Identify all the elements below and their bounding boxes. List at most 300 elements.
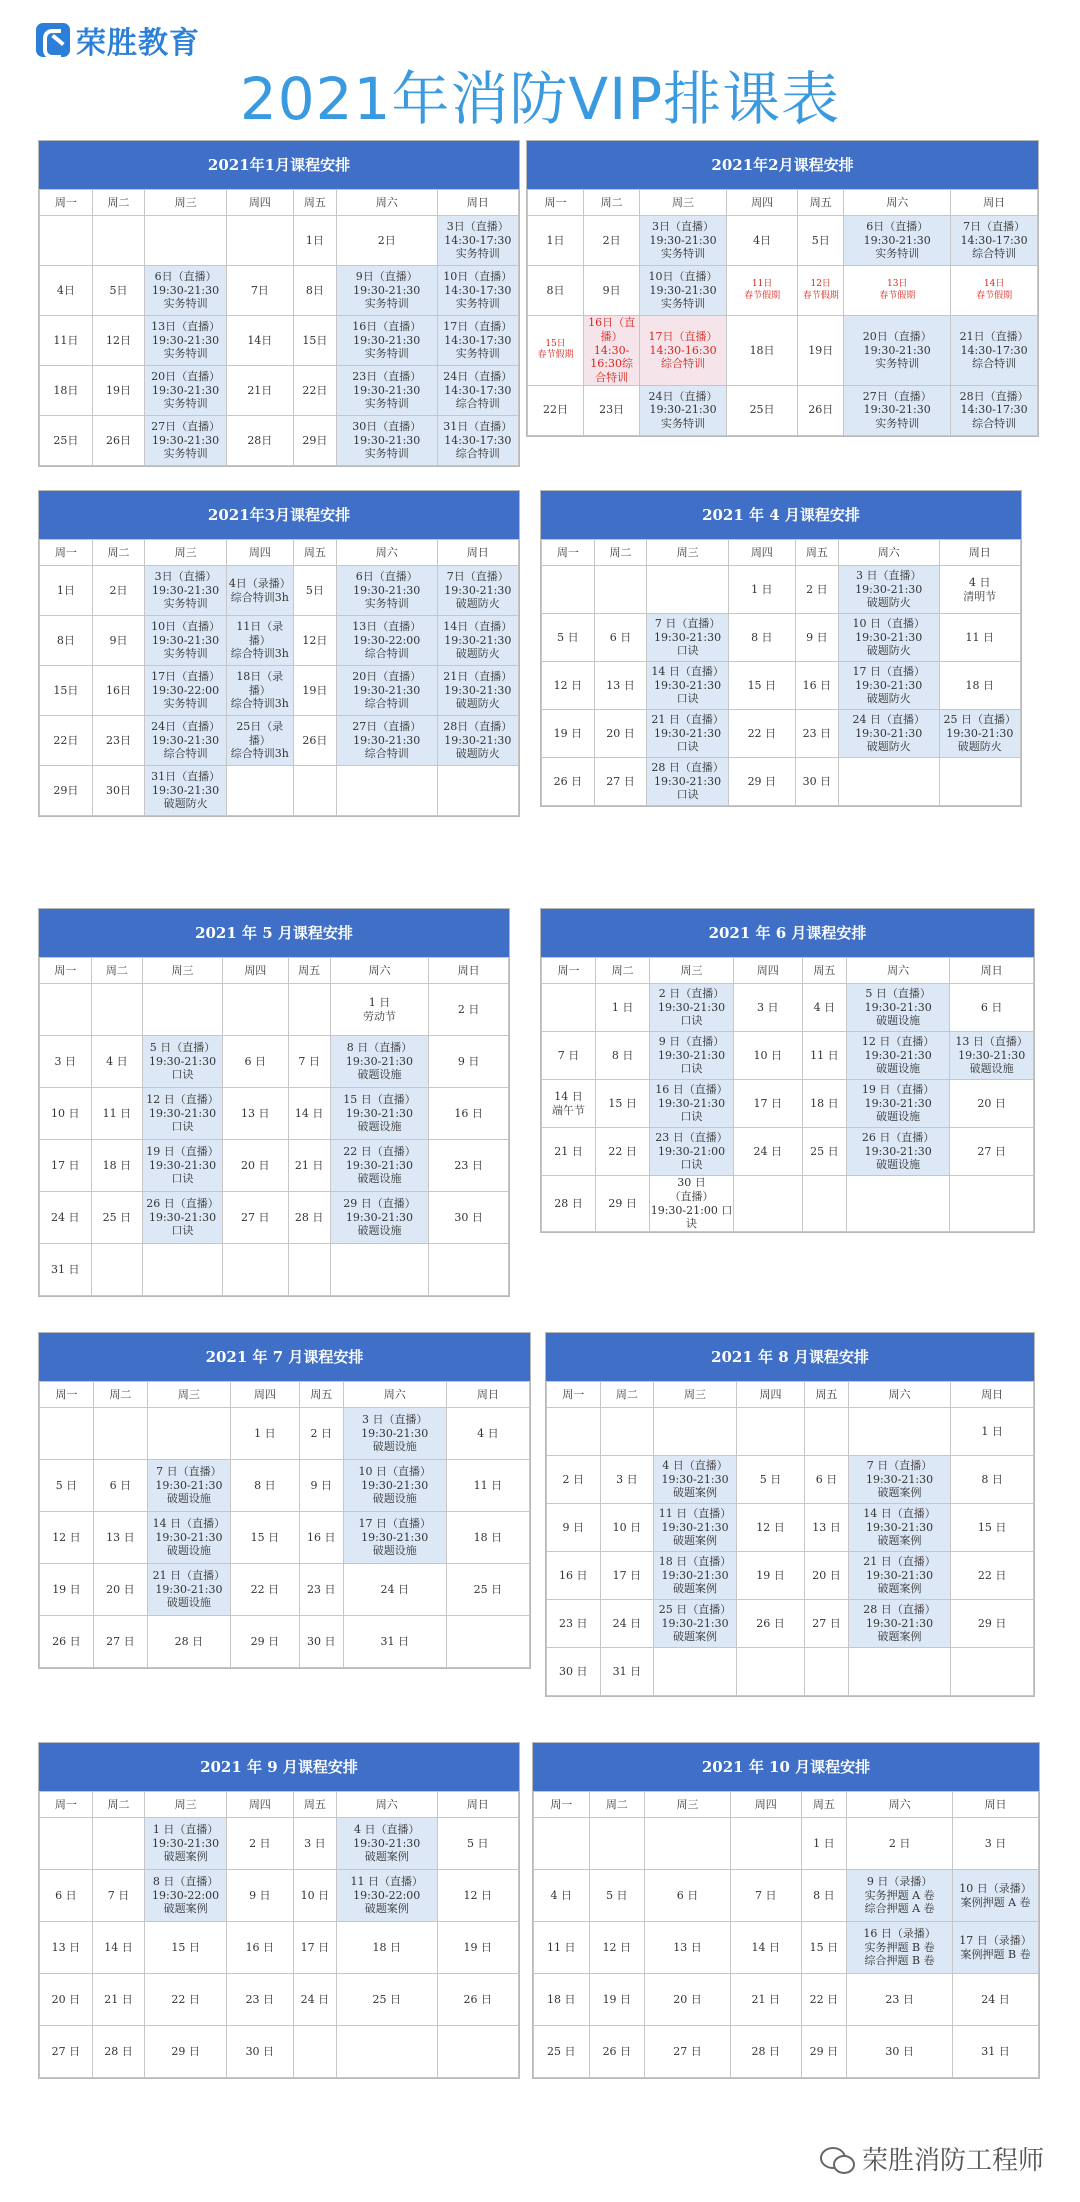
week-row xyxy=(542,1176,1034,1232)
day-cell xyxy=(542,662,595,710)
day-cell xyxy=(645,2026,731,2078)
day-cell xyxy=(429,984,509,1036)
day-cell-text: 27 日 xyxy=(51,2044,81,2058)
day-cell-text: 6日（直播） 19:30-21:30 实务特训 xyxy=(353,569,421,611)
class-session-cell xyxy=(838,662,939,710)
day-cell xyxy=(429,1244,509,1296)
class-session-cell xyxy=(437,366,518,416)
day-cell-text: 26 日 xyxy=(463,1992,493,2006)
day-cell xyxy=(951,1504,1034,1552)
class-session-cell xyxy=(951,216,1038,266)
day-cell xyxy=(547,1504,601,1552)
day-cell-text: 31 日 xyxy=(380,1634,409,1648)
day-cell-text: 24日（直播） 19:30-21:30 实务特训 xyxy=(648,389,718,431)
day-cell-text: 26日 xyxy=(106,433,132,447)
day-cell-text: 1 日（直播） 19:30-21:30 破题案例 xyxy=(152,1822,220,1864)
week-row xyxy=(542,662,1021,710)
day-cell-text: 22日 xyxy=(302,383,328,397)
day-cell xyxy=(92,566,145,616)
day-cell-text: 7 日 xyxy=(298,1054,320,1068)
day-cell-text: 22 日 xyxy=(171,1992,200,2006)
day-cell xyxy=(437,1922,518,1974)
week-row xyxy=(40,566,519,616)
class-session-cell xyxy=(145,566,226,616)
day-cell xyxy=(40,1036,92,1088)
week-row xyxy=(40,1818,519,1870)
class-session-cell xyxy=(846,1128,949,1176)
day-cell xyxy=(222,1244,288,1296)
day-cell xyxy=(589,1974,645,2026)
day-cell xyxy=(939,758,1020,806)
day-cell xyxy=(534,1974,590,2026)
day-cell xyxy=(736,1600,804,1648)
month-title: 2021 年 5 月课程安排 xyxy=(39,909,509,957)
day-cell-text: 24 日 xyxy=(612,1616,642,1630)
week-row xyxy=(40,1616,530,1668)
day-cell-text: 9 日 xyxy=(806,630,828,644)
day-cell xyxy=(288,1088,330,1140)
day-cell xyxy=(293,1922,336,1974)
day-cell-text: 20 日 xyxy=(51,1992,81,2006)
day-cell-text: 13日（直播） 19:30-21:30 实务特训 xyxy=(151,319,221,361)
day-cell-text: 6 日 xyxy=(980,1000,1003,1014)
day-cell-text: 24日（直播） 14:30-17:30 综合特训 xyxy=(443,369,513,411)
day-cell-text: 17 日 xyxy=(300,1940,330,1954)
day-cell xyxy=(584,266,640,316)
day-cell-text: 7 日（直播） 19:30-21:30 口诀 xyxy=(654,616,722,658)
day-cell-text: 24 日 xyxy=(51,1210,80,1224)
weekday-label: 周日 xyxy=(437,540,518,566)
day-cell-text: 30 日 （直播） 19:30-21:00 口 诀 xyxy=(650,1176,733,1231)
day-cell-text: 20 日 xyxy=(106,1582,135,1596)
day-cell xyxy=(437,1974,518,2026)
day-cell-text: 3 日（直播） 19:30-21:30 破题防火 xyxy=(855,568,923,610)
weekday-label: 周一 xyxy=(40,1382,94,1408)
day-cell xyxy=(951,1552,1034,1600)
weekday-label: 周日 xyxy=(429,958,509,984)
day-cell-text: 8 日 xyxy=(751,630,773,644)
week-row xyxy=(547,1600,1034,1648)
day-cell xyxy=(446,1616,529,1668)
day-cell-text: 23 日 xyxy=(245,1992,275,2006)
day-cell xyxy=(848,1408,950,1456)
day-cell-text: 2 日 xyxy=(806,582,828,596)
day-cell xyxy=(343,1616,446,1668)
class-session-cell xyxy=(330,1036,428,1088)
day-cell xyxy=(40,1460,94,1512)
weekday-label: 周一 xyxy=(542,958,596,984)
weekday-label: 周日 xyxy=(951,190,1038,216)
week-row xyxy=(534,1870,1039,1922)
day-cell xyxy=(645,1974,731,2026)
day-cell-text: 16 日 xyxy=(802,678,832,692)
weekday-label: 周五 xyxy=(293,190,336,216)
day-cell-text: 21 日（直播） 19:30-21:30 破题案例 xyxy=(863,1554,936,1596)
class-session-cell xyxy=(847,1922,953,1974)
day-cell xyxy=(547,1456,601,1504)
day-cell-text: 29 日 xyxy=(809,2044,839,2058)
day-cell-text: 4日 xyxy=(56,283,75,297)
day-cell-text: 25 日 xyxy=(473,1582,503,1596)
day-cell xyxy=(728,710,795,758)
day-cell xyxy=(226,216,293,266)
day-cell-text: 12 日 xyxy=(553,678,583,692)
day-cell-text: 14日（直播） 19:30-21:30 破题防火 xyxy=(443,619,513,661)
day-cell xyxy=(950,1080,1034,1128)
day-cell xyxy=(939,662,1020,710)
class-session-cell xyxy=(143,1088,223,1140)
day-cell-text: 25 日（直播） 19:30-21:30 破题防火 xyxy=(943,712,1017,754)
class-session-cell xyxy=(147,1512,230,1564)
day-cell-text: 9 日（直播） 19:30-21:30 口诀 xyxy=(657,1034,726,1076)
day-cell-text: 12日 xyxy=(106,333,132,347)
day-cell xyxy=(647,566,728,614)
day-cell xyxy=(733,1128,802,1176)
day-cell xyxy=(802,1080,846,1128)
month-title: 2021 年 6 月课程安排 xyxy=(541,909,1034,957)
day-cell-text: 12 日（直播） 19:30-21:30 破题设施 xyxy=(861,1034,935,1076)
day-cell xyxy=(40,316,93,366)
day-cell-text: 4 日 xyxy=(106,1054,128,1068)
day-cell xyxy=(40,984,92,1036)
day-cell-text: 27 日 xyxy=(977,1144,1006,1158)
class-session-cell xyxy=(437,666,518,716)
day-cell-text: 18 日 xyxy=(810,1096,839,1110)
day-cell-text: 10日（直播） 14:30-17:30 实务特训 xyxy=(443,269,513,311)
month-calendar xyxy=(540,908,1035,1233)
week-row xyxy=(547,1408,1034,1456)
calendar-table xyxy=(39,1791,519,2078)
day-cell-text: 18 日 xyxy=(473,1530,503,1544)
class-session-cell xyxy=(437,266,518,316)
day-cell xyxy=(589,1870,645,1922)
day-cell-text: 22 日 xyxy=(747,726,777,740)
day-cell xyxy=(848,1648,950,1696)
day-cell xyxy=(596,1176,650,1232)
class-session-cell xyxy=(330,1140,428,1192)
day-cell-text: 27 日 xyxy=(812,1616,841,1630)
week-row xyxy=(40,616,519,666)
weekday-label: 周三 xyxy=(650,958,734,984)
day-cell-text: 11 日（直播） 19:30-22:00 破题案例 xyxy=(350,1874,423,1916)
day-cell-text: 17 日 xyxy=(612,1568,642,1582)
month-calendar xyxy=(38,1332,531,1669)
class-session-cell xyxy=(336,416,437,466)
day-cell-text: 20 日 xyxy=(977,1096,1006,1110)
day-cell xyxy=(293,766,336,816)
day-cell-text: 28日（直播） 19:30-21:30 破题防火 xyxy=(443,719,513,761)
weekday-label: 周六 xyxy=(336,190,437,216)
day-cell-text: 29日 xyxy=(302,433,328,447)
day-cell-text: 19 日 xyxy=(52,1582,81,1596)
calendar-table xyxy=(39,539,519,816)
day-cell-text: 18日 xyxy=(749,343,775,357)
weekday-header-row xyxy=(40,190,519,216)
day-cell xyxy=(801,1870,846,1922)
day-cell xyxy=(288,1244,330,1296)
class-session-cell xyxy=(647,710,728,758)
class-session-cell xyxy=(437,716,518,766)
day-cell xyxy=(40,1616,94,1668)
day-cell-text: 9 日 xyxy=(249,1888,271,1902)
day-cell xyxy=(953,1974,1039,2026)
day-cell-text: 29 日 xyxy=(250,1634,280,1648)
class-session-cell xyxy=(145,616,226,666)
day-cell-text: 5日 xyxy=(811,233,830,247)
day-cell xyxy=(226,1922,293,1974)
day-cell-text: 19 日（直播） 19:30-21:30 口诀 xyxy=(146,1144,219,1186)
day-cell xyxy=(726,385,797,435)
class-session-cell xyxy=(844,216,951,266)
day-cell xyxy=(726,216,797,266)
day-cell xyxy=(143,984,223,1036)
day-cell xyxy=(801,1974,846,2026)
day-cell-text: 18 日 xyxy=(102,1158,132,1172)
day-cell-text: 9 日 xyxy=(457,1054,480,1068)
day-cell xyxy=(600,1408,654,1456)
class-session-cell xyxy=(838,614,939,662)
day-cell xyxy=(299,1564,343,1616)
day-cell-text: 13日（直播） 19:30-22:00 综合特训 xyxy=(352,619,422,661)
day-cell-text: 13 日 xyxy=(673,1940,702,1954)
day-cell-text: 1日 xyxy=(305,233,324,247)
day-cell xyxy=(40,1922,93,1974)
weekday-label: 周二 xyxy=(91,958,143,984)
weekday-label: 周六 xyxy=(343,1382,446,1408)
weekday-label: 周日 xyxy=(939,540,1020,566)
day-cell-text: 2 日（直播） 19:30-21:30 口诀 xyxy=(657,986,726,1028)
weekday-label: 周二 xyxy=(584,190,640,216)
day-cell xyxy=(147,1616,230,1668)
day-cell-text: 31日（直播） 14:30-17:30 综合特训 xyxy=(443,419,513,461)
day-cell-text: 28 日 xyxy=(751,2044,781,2058)
day-cell-text: 7 日 xyxy=(755,1888,777,1902)
day-cell-text: 16 日 xyxy=(559,1568,588,1582)
day-cell xyxy=(437,1818,518,1870)
weekday-label: 周六 xyxy=(844,190,951,216)
class-session-cell xyxy=(584,316,640,386)
day-cell-text: 5日 xyxy=(305,583,324,597)
day-cell-text: 23 日 xyxy=(306,1582,336,1596)
day-cell xyxy=(953,1818,1039,1870)
day-cell-text: 19 日 xyxy=(756,1568,785,1582)
class-session-cell xyxy=(951,316,1038,386)
class-session-cell xyxy=(226,666,293,716)
day-cell xyxy=(534,1922,590,1974)
class-session-cell xyxy=(145,366,226,416)
weekday-label: 周五 xyxy=(795,540,838,566)
day-cell-text: 22 日 xyxy=(608,1144,637,1158)
week-row xyxy=(534,2026,1039,2078)
weekday-label: 周日 xyxy=(950,958,1034,984)
day-cell-text: 22 日 xyxy=(250,1582,280,1596)
day-cell-text: 17 日（直播） 19:30-21:30 破题防火 xyxy=(852,664,925,706)
day-cell xyxy=(40,1564,94,1616)
day-cell xyxy=(226,1870,293,1922)
day-cell-text: 17 日 xyxy=(51,1158,80,1172)
day-cell xyxy=(330,984,428,1036)
day-cell-text: 21 日 xyxy=(294,1158,324,1172)
day-cell xyxy=(429,1140,509,1192)
day-cell xyxy=(145,216,226,266)
day-cell xyxy=(594,566,647,614)
day-cell-text: 30 日 xyxy=(802,774,832,788)
class-session-cell xyxy=(145,1818,226,1870)
class-session-cell xyxy=(647,662,728,710)
day-cell xyxy=(589,1818,645,1870)
month-calendar xyxy=(545,1332,1035,1697)
weekday-label: 周五 xyxy=(801,1792,846,1818)
week-row xyxy=(547,1648,1034,1696)
day-cell xyxy=(736,1504,804,1552)
day-cell-text: 20 日 xyxy=(606,726,635,740)
day-cell-text: 5 日 xyxy=(759,1472,782,1486)
day-cell-text: 10 日（直播） 19:30-21:30 破题防火 xyxy=(852,616,925,658)
day-cell-text: 3 日 xyxy=(304,1836,326,1850)
month-calendar xyxy=(540,490,1022,807)
day-cell xyxy=(429,1088,509,1140)
day-cell xyxy=(838,758,939,806)
day-cell-text: 13 日（直播） 19:30-21:30 破题设施 xyxy=(955,1034,1028,1076)
day-cell xyxy=(145,1922,226,1974)
day-cell-text: 30日（直播） 19:30-21:30 实务特训 xyxy=(352,419,422,461)
day-cell-text: 19 日 xyxy=(602,1992,632,2006)
day-cell xyxy=(93,1512,147,1564)
class-session-cell xyxy=(654,1552,737,1600)
day-cell-text: 28 日 xyxy=(554,1196,583,1210)
day-cell-text: 23日 xyxy=(599,403,625,417)
day-cell-text: 17日（直播） 19:30-22:00 实务特训 xyxy=(151,669,221,711)
class-session-cell xyxy=(336,666,437,716)
week-row xyxy=(40,216,519,266)
calendar-table xyxy=(39,1381,530,1668)
day-cell xyxy=(645,1818,731,1870)
day-cell xyxy=(645,1870,731,1922)
day-cell xyxy=(798,216,844,266)
day-cell xyxy=(330,1244,428,1296)
day-cell-text: 10 日 xyxy=(753,1048,783,1062)
day-cell-text: 24 日 xyxy=(300,1992,330,2006)
day-cell-text: 26 日（直播） 19:30-21:30 口诀 xyxy=(146,1196,219,1238)
day-cell xyxy=(91,1244,143,1296)
day-cell xyxy=(226,1818,293,1870)
week-row xyxy=(534,1974,1039,2026)
weekday-label: 周五 xyxy=(293,540,336,566)
class-session-cell xyxy=(336,366,437,416)
weekday-label: 周二 xyxy=(594,540,647,566)
day-cell-text: 3日（直播） 19:30-21:30 实务特训 xyxy=(152,569,220,611)
day-cell-text: 9日 xyxy=(109,633,128,647)
day-cell-text: 9 日 xyxy=(310,1478,332,1492)
day-cell xyxy=(293,1870,336,1922)
month-calendar xyxy=(38,908,510,1297)
day-cell-text: 16 日（直播） 19:30-21:30 口诀 xyxy=(655,1082,728,1124)
calendar-table xyxy=(541,957,1034,1232)
day-cell-text: 11 日 xyxy=(965,630,995,644)
day-cell-text: 17 日（录播） 案例押题 B 卷 xyxy=(959,1933,1032,1961)
day-cell xyxy=(542,614,595,662)
calendar-table xyxy=(541,539,1021,806)
day-cell xyxy=(288,984,330,1036)
week-row xyxy=(40,366,519,416)
weekday-label: 周四 xyxy=(726,190,797,216)
day-cell-text: 21日 xyxy=(247,383,273,397)
weekday-label: 周四 xyxy=(730,1792,801,1818)
day-cell xyxy=(336,766,437,816)
weekday-label: 周一 xyxy=(40,190,93,216)
class-session-cell xyxy=(147,1460,230,1512)
day-cell-text: 3日（直播） 19:30-21:30 实务特训 xyxy=(649,219,717,261)
day-cell xyxy=(795,758,838,806)
day-cell xyxy=(594,710,647,758)
day-cell-text: 10 日 xyxy=(300,1888,330,1902)
weekday-label: 周六 xyxy=(847,1792,953,1818)
day-cell-text: 8 日（直播） 19:30-21:30 破题设施 xyxy=(345,1040,414,1082)
day-cell-text: 2 日 xyxy=(249,1836,271,1850)
calendar-table xyxy=(533,1791,1039,2078)
day-cell-text: 21日（直播） 14:30-17:30 综合特训 xyxy=(959,329,1029,371)
day-cell-text: 29 日 xyxy=(171,2044,200,2058)
weekday-label: 周三 xyxy=(654,1382,737,1408)
week-row xyxy=(40,716,519,766)
day-cell-text: 3 日 xyxy=(616,1472,638,1486)
week-row xyxy=(528,216,1038,266)
day-cell-text: 1 日 xyxy=(611,1000,634,1014)
day-cell xyxy=(805,1456,849,1504)
weekday-header-row xyxy=(40,1792,519,1818)
day-cell xyxy=(542,984,596,1032)
day-cell xyxy=(231,1564,300,1616)
calendar-table xyxy=(546,1381,1034,1696)
week-row xyxy=(542,984,1034,1032)
day-cell-text: 8日 xyxy=(305,283,324,297)
day-cell-text: 25 日（直播） 19:30-21:30 破题案例 xyxy=(658,1602,732,1644)
class-session-cell xyxy=(330,1192,428,1244)
day-cell-text: 13 日 xyxy=(106,1530,135,1544)
weekday-label: 周二 xyxy=(596,958,650,984)
day-cell xyxy=(429,1192,509,1244)
day-cell-text: 11 日 xyxy=(473,1478,503,1492)
day-cell xyxy=(446,1512,529,1564)
day-cell xyxy=(299,1408,343,1460)
day-cell-text: 30 日 xyxy=(885,2044,914,2058)
day-cell-text: 1 日 xyxy=(254,1426,276,1440)
day-cell xyxy=(288,1140,330,1192)
day-cell xyxy=(801,1922,846,1974)
day-cell xyxy=(951,1456,1034,1504)
day-cell-text: 29 日 xyxy=(608,1196,637,1210)
day-cell-text: 8日 xyxy=(56,633,75,647)
week-row xyxy=(40,766,519,816)
day-cell xyxy=(143,1244,223,1296)
class-session-cell xyxy=(847,1870,953,1922)
class-session-cell xyxy=(640,385,727,435)
day-cell xyxy=(293,266,336,316)
day-cell xyxy=(645,1922,731,1974)
day-cell xyxy=(437,766,518,816)
day-cell xyxy=(93,1408,147,1460)
day-cell-text: 27 日 xyxy=(106,1634,135,1648)
class-session-cell xyxy=(846,984,949,1032)
day-cell xyxy=(654,1648,737,1696)
day-cell-text: 7 日（直播） 19:30-21:30 破题设施 xyxy=(155,1464,223,1506)
day-cell xyxy=(336,1922,437,1974)
class-session-cell xyxy=(226,716,293,766)
day-cell-text: 5 日 xyxy=(557,630,579,644)
day-cell xyxy=(40,1870,93,1922)
weekday-label: 周四 xyxy=(226,1792,293,1818)
weekday-header-row xyxy=(40,540,519,566)
